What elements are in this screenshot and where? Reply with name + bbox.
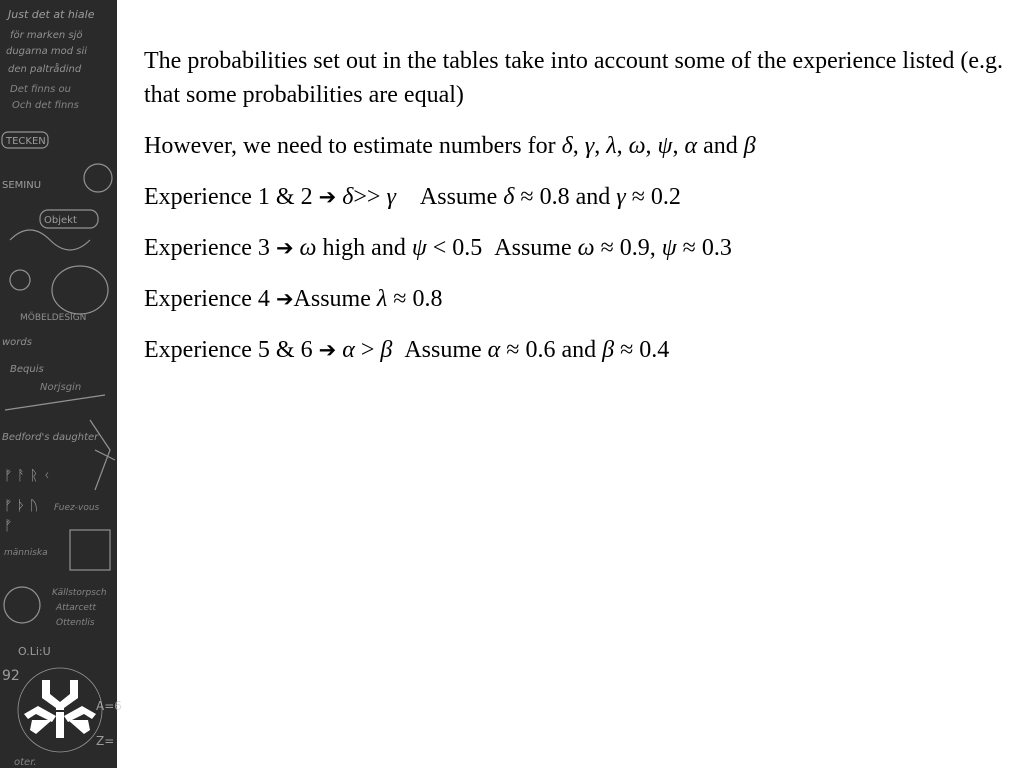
svg-text:Z=: Z= — [96, 734, 115, 748]
symbol: γ — [616, 184, 626, 210]
value: ≈ 0.4 — [620, 337, 670, 363]
estimate-paragraph: However, we need to estimate numbers for δ, γ, λ, ω, ψ, α and β — [144, 133, 756, 159]
symbol-alpha: α — [684, 133, 698, 159]
value: ≈ 0.3 — [682, 235, 732, 261]
symbol: ω — [577, 235, 595, 261]
experience-label: Experience 4 — [144, 286, 270, 312]
svg-text:Det finns ou: Det finns ou — [10, 84, 71, 95]
text: high and — [322, 235, 406, 261]
operator: > — [360, 337, 375, 363]
svg-text:Och det finns: Och det finns — [12, 100, 79, 111]
experience-label: Experience 5 & 6 — [144, 337, 313, 363]
svg-text:Bequis: Bequis — [10, 364, 44, 375]
slide-body — [144, 44, 1004, 384]
svg-text:A=6: A=6 — [96, 699, 122, 713]
experience-label: Experience 1 & 2 — [144, 184, 313, 210]
symbol: β — [380, 337, 393, 363]
svg-text:Källstorpsch: Källstorpsch — [52, 588, 107, 598]
arrow-icon: ➔ — [275, 287, 294, 311]
estimate-text: However, we need to estimate numbers for — [144, 133, 562, 159]
assume-label: Assume — [419, 184, 498, 210]
value: ≈ 0.8 — [393, 286, 443, 312]
value: ≈ 0.6 and — [506, 337, 597, 363]
svg-text:ᚠ: ᚠ — [4, 518, 13, 534]
symbol: δ — [342, 184, 354, 210]
svg-text:ᚠ ᚨ ᚱ ᚲ: ᚠ ᚨ ᚱ ᚲ — [4, 468, 51, 484]
svg-text:Bedford's daughter: Bedford's daughter — [2, 432, 99, 443]
arrow-icon: ➔ — [275, 236, 294, 260]
svg-text:MÖBELDESIGN: MÖBELDESIGN — [20, 313, 87, 323]
svg-text:Norjsgin: Norjsgin — [40, 382, 82, 393]
svg-text:SEMINU: SEMINU — [2, 180, 42, 191]
symbol: δ — [503, 184, 515, 210]
experience-4 — [144, 282, 1004, 316]
symbol: γ — [386, 184, 396, 210]
svg-text:den paltrådind: den paltrådind — [8, 64, 82, 75]
symbol-lambda: λ — [606, 133, 617, 159]
svg-text:Ottentlis: Ottentlis — [56, 618, 95, 628]
symbol-beta: β — [743, 133, 756, 159]
experience-label: Experience 3 — [144, 235, 270, 261]
svg-text:dugarna mod sii: dugarna mod sii — [6, 46, 88, 57]
svg-text:words: words — [2, 337, 32, 348]
svg-text:ᚠ ᚦ ᚢ: ᚠ ᚦ ᚢ — [4, 498, 39, 514]
svg-text:för marken sjö: för marken sjö — [10, 30, 83, 41]
chalkboard-sidebar — [0, 0, 122, 768]
symbol: ψ — [661, 235, 677, 261]
svg-text:Fuez-vous: Fuez-vous — [54, 503, 100, 513]
experience-3 — [144, 231, 1004, 265]
symbol: λ — [376, 286, 388, 312]
intro-paragraph: The probabilities set out in the tables take into account some of the experience listed (e.g. that some probabilities are equal) — [144, 48, 1004, 108]
assume-label: Assume — [494, 235, 572, 261]
svg-text:92: 92 — [2, 668, 20, 684]
symbol-omega: ω — [628, 133, 646, 159]
symbol: α — [342, 337, 355, 363]
svg-text:Just det at hiale: Just det at hiale — [8, 8, 95, 21]
symbol: α — [487, 337, 501, 363]
experience-5-6 — [144, 333, 1004, 367]
assume-label: Assume — [293, 286, 371, 312]
value: ≈ 0.9, — [600, 235, 656, 261]
experience-1-2 — [144, 180, 1004, 214]
symbol-gamma: γ — [584, 133, 595, 159]
svg-text:oter.: oter. — [14, 757, 37, 768]
svg-text:O.Li:U: O.Li:U — [18, 645, 51, 658]
arrow-icon: ➔ — [318, 185, 337, 209]
svg-text:Objekt: Objekt — [44, 215, 77, 226]
assume-label: Assume — [404, 337, 482, 363]
value: ≈ 0.8 and — [520, 184, 611, 210]
and-text: and — [703, 133, 738, 159]
linkoping-university-logo — [18, 668, 102, 752]
symbol: ψ — [411, 235, 427, 261]
chalkboard-scribbles — [0, 0, 122, 768]
symbol: β — [602, 337, 615, 363]
arrow-icon: ➔ — [318, 338, 337, 362]
symbol-psi: ψ — [657, 133, 673, 159]
symbol-delta: δ — [561, 133, 573, 159]
svg-text:människa: människa — [4, 548, 48, 558]
svg-text:Attarcett: Attarcett — [56, 603, 96, 613]
condition: < 0.5 — [432, 235, 483, 261]
symbol: ω — [299, 235, 317, 261]
svg-text:TECKEN: TECKEN — [6, 136, 46, 147]
value: ≈ 0.2 — [631, 184, 681, 210]
operator: >> — [353, 184, 381, 210]
